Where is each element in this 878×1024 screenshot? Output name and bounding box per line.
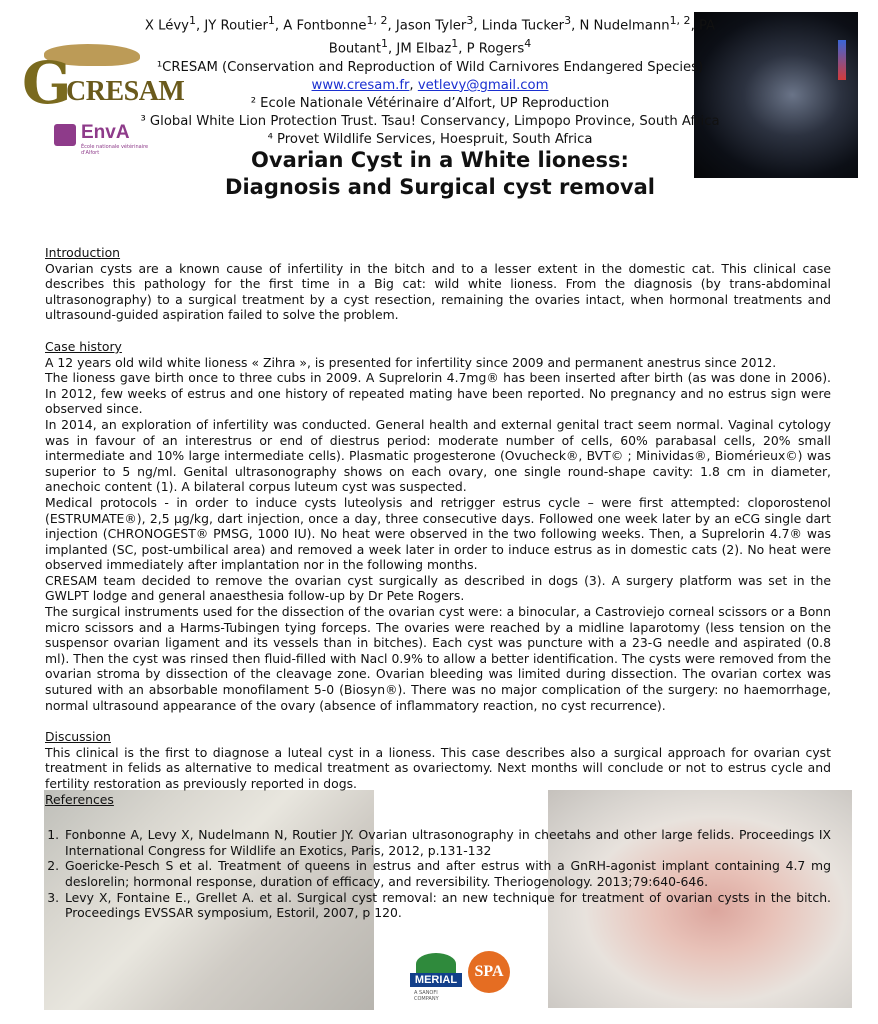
case-history-paragraph: The surgical instruments used for the dissection of the ovarian cyst were: a binocular, a Castroviejo corneal scissors or a Bonn micro scissors and a Harms-Tubingen tying forceps. The ovaries were reached by a midline laparotomy (less tension on the suspensor ovarian ligament and its vessels than in bitches). Each cyst was puncture with a 23-G needle and aspirated (0.8 ml). Then the cyst was rinsed then fluid-filled with Nacl 0.9% to allow a better identification. The cysts were removed from the ovarian stroma by dissection of the cleavage zone. Ovarian bleeding was limited during dissection. The ovarian cortex was sutured with an absorbable monofilament 5-0 (Biosyn®). There was no major complication of the surgery: no haemorrhage, normal ultrasound appearance of the ovary (absence of inflammatory reaction, no cyst recurrence). (45, 604, 831, 713)
merial-logo-text: MERIAL (410, 973, 462, 987)
introduction-text: Ovarian cysts are a known cause of infertility in the bitch and to a lesser extent in the domestic cat. This clinical case describes this pathology for the first time in a Big cat: wild white lioness. From the diagnosis (by trans-abdominal ultrasonography) to a surgical treatment by a cyst resection, remaining the ovaries intact, when hormonal treatments and ultrasound-guided aspiration failed to solve the problem. (45, 260, 831, 323)
cresam-logo-text: CRESAM (66, 76, 185, 107)
email-link[interactable]: vetlevy@gmail.com (417, 77, 549, 93)
spa-logo (468, 951, 512, 995)
enva-emblem-icon (54, 124, 76, 146)
case-history-heading: Case history (45, 338, 122, 354)
discussion-heading: Discussion (45, 729, 111, 745)
case-history-paragraph: CRESAM team decided to remove the ovarian cyst surgically as described in dogs (3). A surgery platform was set in the GWLPT lodge and general anaesthesia follow-up by Dr Pete Rogers. (45, 572, 831, 604)
affiliation-2: ² Ecole Nationale Vétérinaire d’Alfort, UP Reproduction (250, 95, 610, 111)
reference-item: 2. Goericke-Pesch S et al. Treatment of queens in estrus and after estrus with a GnRH-agonist implant containing 4.7 mg deslorelin; hormonal response, duration of efficacy, and reversibility. Theriogenology. 2013;79:640-646. (63, 858, 831, 889)
case-history-paragraph: In 2014, an exploration of infertility was conducted. General health and external genital tract seem normal. Vaginal cytology was in favour of an interestrus or end of diestrus period: moderate number of cells, 60% parabasal cells, 20% small intermediate and 10% large intermediate cells). Plasmatic progesterone (Ovucheck®, BVT© ; Minividas®, Biomérieux©) was superior to 5 ng/ml. Genital ultrasonography shows on each ovary, one single round-shape cavity: 1.8 cm in diameter, anechoic content (1). A bilateral corpus luteum cyst was suspected. (45, 416, 831, 495)
merial-logo-subtitle: A SANOFI COMPANY (414, 990, 439, 1002)
case-history-paragraph: A 12 years old wild white lioness « Zihra », is presented for infertility since 2009 and permanent anestrus since 2012. (45, 354, 777, 370)
discussion-text: This clinical is the first to diagnose a luteal cyst in a lioness. This case describes also a surgical approach for ovarian cyst treatment in felids as alternative to medical treatment as ovariectomy. Next months will conclude or not to estrus cycle and fertility restoration as previously reported in dogs. (45, 744, 831, 791)
contact-separator: , (409, 77, 418, 93)
enva-logo-text: EnvA (81, 122, 130, 143)
references-list (45, 827, 831, 921)
reference-item: 1. Fonbonne A, Levy X, Nudelmann N, Routier JY. Ovarian ultrasonography in cheetahs and other large felids. Proceedings IX International Congress for Wildlife an Exotics, Paris, 2012, p.131-132 (63, 827, 831, 858)
ultrasound-color-scale (838, 40, 846, 80)
cresam-logo-mark: G (22, 49, 72, 117)
authors-line-2: Boutant$^1$, JM Elbaz$^1$, P Rogers$^4$ (328, 37, 532, 57)
contact-line (130, 77, 730, 95)
poster-header (130, 12, 730, 149)
case-history-paragraph: The lioness gave birth once to three cubs in 2009. A Suprelorin 4.7mg® has been inserted after birth (as was done in 2006). In 2012, few weeks of estrus and one history of repeated mating have been reported. No pregnancy and no estrus sign were observed since. (45, 370, 831, 417)
introduction-heading: Introduction (45, 245, 121, 260)
poster-title (150, 147, 730, 201)
merial-logo (410, 953, 462, 1003)
authors-line-1: X Lévy$^1$, JY Routier$^1$, A Fontbonne$^{1, 2}$, Jason Tyler$^3$, Linda Tucker$^3$, N Nudelmann$^{1, 2}$, PA (144, 14, 716, 34)
affiliation-4: ⁴ Provet Wildlife Services, Hoespruit, South Africa (267, 131, 593, 147)
references-heading: References (45, 791, 114, 807)
merial-leaf-icon (416, 953, 456, 975)
spa-logo-text: SPA (468, 951, 510, 993)
website-link[interactable]: www.cresam.fr (311, 77, 410, 93)
affiliation-1: ¹CRESAM (Conservation and Reproduction of Wild Carnivores Endangered Species) (156, 59, 704, 75)
poster-body (45, 245, 831, 921)
enva-logo-subtitle: École nationale vétérinaire d'Alfort (81, 144, 149, 156)
title-line-1: Ovarian Cyst in a White lioness: (251, 148, 629, 172)
title-line-2: Diagnosis and Surgical cyst removal (225, 175, 655, 199)
affiliation-3: ³ Global White Lion Protection Trust. Tsau! Conservancy, Limpopo Province, South Africa (140, 113, 720, 129)
reference-item: 3. Levy X, Fontaine E., Grellet A. et al. Surgical cyst removal: an new technique for treatment of ovarian cysts in the bitch. Proceedings EVSSAR symposium, Estoril, 2007, p 120. (63, 890, 831, 921)
case-history-paragraph: Medical protocols - in order to induce cysts luteolysis and retrigger estrus cycle – were first attempted: cloporostenol (ESTRUMATE®), 2,5 µg/kg, dart injection, once a day, three consecutive days. Followed one week later by an eCG single dart injection (CHRONOGEST® PMSG, 1000 IU). No heat were observed in the two following weeks. Then, a Suprelorin 4.7® was implanted (SC, post-umbilical area) and removed a week later in order to induce estrus as in domestic cats (2). No heat were observed immediately after implantation nor in the following months. (45, 494, 831, 573)
